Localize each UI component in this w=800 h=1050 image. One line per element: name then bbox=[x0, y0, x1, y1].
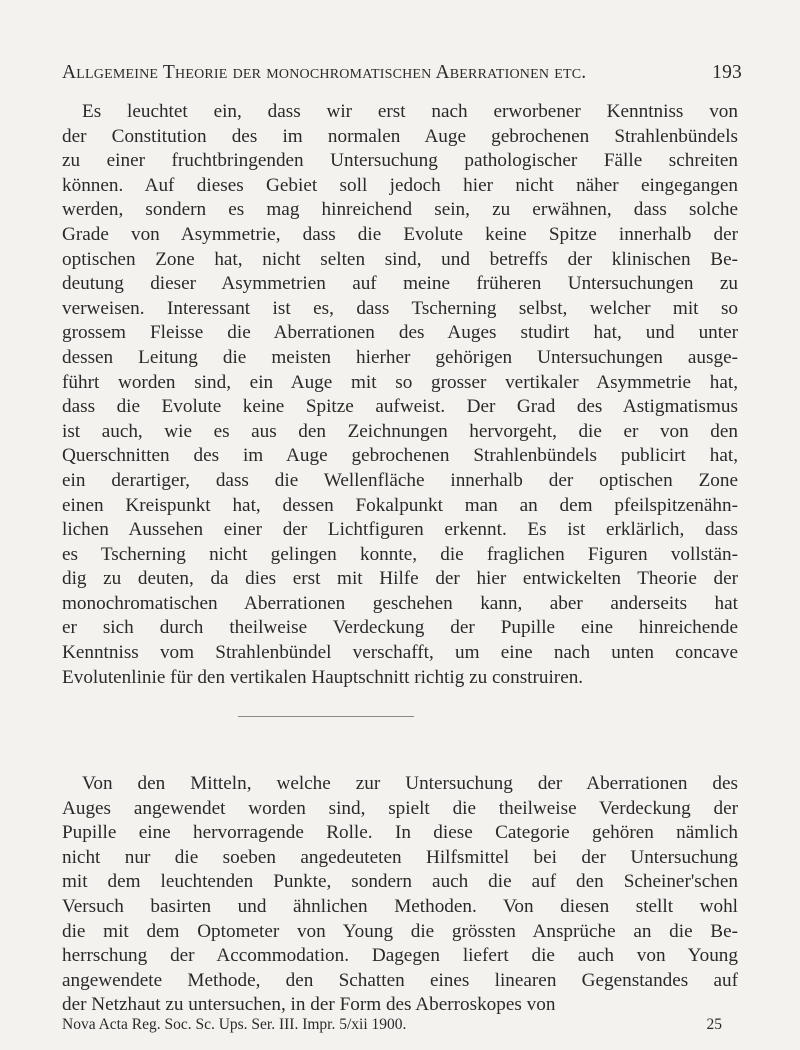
text-line: Evolutenlinie für den vertikalen Hauptschnitt richtig zu construiren. bbox=[62, 666, 584, 688]
text-line: Von den Mitteln, welche zur Untersuchung der Aberrationen des bbox=[82, 773, 738, 794]
text-line: Auges angewendet worden sind, spielt die theilweise Verdeckung der bbox=[62, 797, 738, 819]
running-head bbox=[62, 62, 742, 84]
signature-mark: 25 bbox=[706, 1016, 722, 1033]
text-line: ist auch, wie es aus den Zeichnungen hervorgeht, die er von den bbox=[62, 420, 738, 442]
text-line: angewendete Methode, den Schatten eines linearen Gegenstandes auf bbox=[62, 969, 738, 991]
text-line: werden, sondern es mag hinreichend sein, zu erwähnen, dass solche bbox=[62, 199, 738, 221]
text-line: optischen Zone hat, nicht selten sind, und betreffs der klinischen Be- bbox=[62, 248, 738, 270]
text-line: ein derartiger, dass die Wellenfläche innerhalb der optischen Zone bbox=[62, 469, 738, 491]
text-line: lichen Aussehen einer der Lichtfiguren erkennt. Es ist erklärlich, dass bbox=[62, 519, 738, 541]
text-line: Grade von Asymmetrie, dass die Evolute keine Spitze innerhalb der bbox=[62, 223, 738, 245]
text-line: monochromatischen Aberrationen geschehen kann, aber anderseits hat bbox=[62, 592, 738, 614]
text-line: herrschung der Accommodation. Dagegen liefert die auch von Young bbox=[62, 945, 738, 967]
text-line: zu einer fruchtbringenden Untersuchung pathologischer Fälle schreiten bbox=[62, 150, 738, 172]
text-line: dig zu deuten, da dies erst mit Hilfe der hier entwickelten Theorie der bbox=[62, 568, 738, 590]
text-line: Querschnitten des im Auge gebrochenen Strahlenbündels publicirt hat, bbox=[62, 445, 738, 467]
text-line: Es leuchtet ein, dass wir erst nach erworbener Kenntniss von bbox=[82, 101, 738, 122]
running-title: Allgemeine Theorie der monochromatischen Aberrationen etc. bbox=[62, 62, 587, 83]
text-line: deutung dieser Asymmetrien auf meine früheren Untersuchungen zu bbox=[62, 273, 738, 295]
text-line: er sich durch theilweise Verdeckung der Pupille eine hinreichende bbox=[62, 617, 738, 639]
paragraph-1 bbox=[62, 100, 738, 690]
text-line: der Netzhaut zu untersuchen, in der Form des Aberroskopes von bbox=[62, 994, 556, 1016]
page-number: 193 bbox=[712, 62, 742, 83]
text-line: nicht nur die soeben angedeuteten Hilfsmittel bei der Untersuchung bbox=[62, 846, 738, 868]
paragraph-2 bbox=[62, 772, 738, 1018]
text-line: dessen Leitung die meisten hierher gehörigen Untersuchungen ausge- bbox=[62, 346, 738, 368]
text-line: können. Auf dieses Gebiet soll jedoch hier nicht näher eingegangen bbox=[62, 174, 738, 196]
text-line: es Tscherning nicht gelingen konnte, die fraglichen Figuren vollstän- bbox=[62, 543, 738, 565]
text-line: verweisen. Interessant ist es, dass Tscherning selbst, welcher mit so bbox=[62, 297, 738, 319]
text-line: grossem Fleisse die Aberrationen des Auges studirt hat, und unter bbox=[62, 322, 738, 344]
text-line: einen Kreispunkt hat, dessen Fokalpunkt man an dem pfeilspitzenähn- bbox=[62, 494, 738, 516]
section-divider bbox=[238, 716, 414, 717]
text-line: dass die Evolute keine Spitze aufweist. Der Grad des Astigmatismus bbox=[62, 396, 738, 418]
text-line: führt worden sind, ein Auge mit so grosser vertikaler Asymmetrie hat, bbox=[62, 371, 738, 393]
text-line: Pupille eine hervorragende Rolle. In diese Categorie gehören nämlich bbox=[62, 822, 738, 844]
footer-citation: Nova Acta Reg. Soc. Sc. Ups. Ser. III. Impr. 5/xii 1900. bbox=[62, 1016, 407, 1033]
text-line: mit dem leuchtenden Punkte, sondern auch die auf den Scheiner'schen bbox=[62, 871, 738, 893]
footer bbox=[62, 1016, 722, 1034]
text-line: der Constitution des im normalen Auge gebrochenen Strahlenbündels bbox=[62, 125, 738, 147]
text-line: die mit dem Optometer von Young die grössten Ansprüche an die Be- bbox=[62, 920, 738, 942]
text-line: Versuch basirten und ähnlichen Methoden. Von diesen stellt wohl bbox=[62, 895, 738, 917]
text-line: Kenntniss vom Strahlenbündel verschafft, um eine nach unten concave bbox=[62, 642, 738, 664]
